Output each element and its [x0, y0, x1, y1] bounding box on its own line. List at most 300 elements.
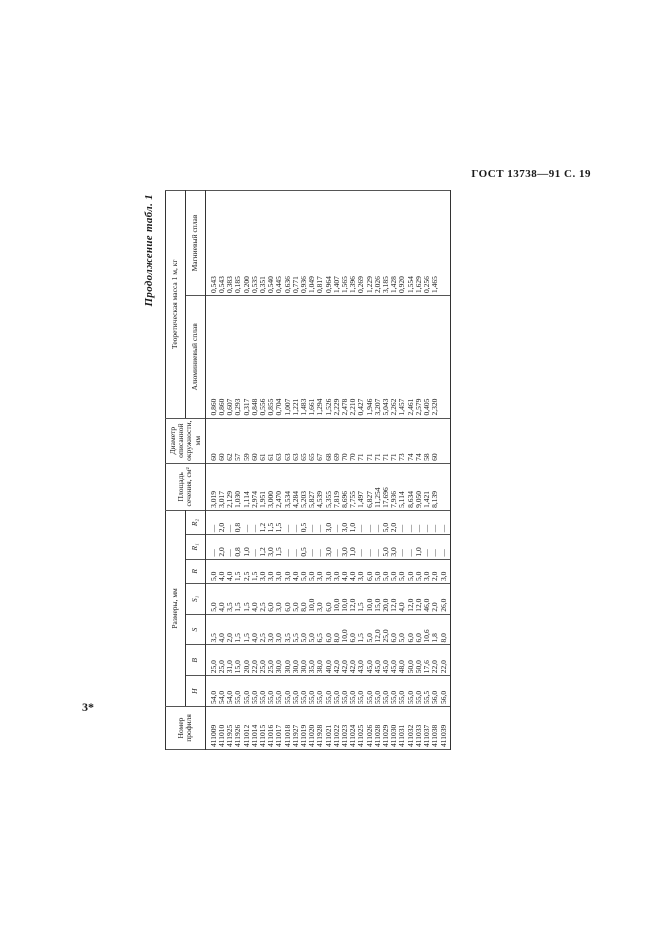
cell-h: 55,0 — [308, 676, 316, 707]
header-profile-number: Номер профиля — [166, 707, 206, 750]
cell-h: 55,0 — [316, 676, 324, 707]
cell-profile: 411032 — [407, 707, 415, 750]
cell-h: 55,0 — [284, 676, 292, 707]
cell-r: 4,0 — [292, 559, 300, 583]
cell-area: 8,634 — [407, 463, 415, 510]
cell-s1: 3,5 — [226, 584, 234, 615]
cell-r2: — — [357, 510, 365, 534]
cell-mass-alu: 0,704 — [275, 295, 283, 418]
cell-r: 3,0 — [357, 559, 365, 583]
cell-profile: 411033 — [415, 707, 423, 750]
cell-diameter: 73 — [398, 418, 406, 463]
cell-s1: 6,0 — [284, 584, 292, 615]
cell-r2: — — [415, 510, 423, 534]
cell-r1: — — [374, 535, 382, 559]
cell-mass-mag: 0,543 — [205, 191, 218, 296]
cell-r1: — — [205, 535, 218, 559]
cell-b: 42,0 — [341, 645, 349, 676]
cell-mass-alu: 0,860 — [205, 295, 218, 418]
cell-b: 30,0 — [275, 645, 283, 676]
cell-h: 55,0 — [300, 676, 308, 707]
cell-r: 2,0 — [431, 559, 439, 583]
cell-b: 45,0 — [366, 645, 374, 676]
cell-b: 42,0 — [349, 645, 357, 676]
cell-r: 1,5 — [251, 559, 259, 583]
cell-r2: — — [205, 510, 218, 534]
cell-s: 5,0 — [366, 614, 374, 645]
cell-r2: — — [423, 510, 431, 534]
cell-profile: 411038 — [431, 707, 439, 750]
cell-diameter: 71 — [382, 418, 390, 463]
header-s1: S₁ — [185, 584, 205, 615]
cell-diameter: 59 — [243, 418, 251, 463]
cell-s: 3,5 — [205, 614, 218, 645]
cell-area: 17,696 — [382, 463, 390, 510]
cell-r: 3,0 — [259, 559, 267, 583]
cell-area: 1,497 — [357, 463, 365, 510]
cell-mass-alu: 1,946 — [366, 295, 374, 418]
cell-diameter: 71 — [357, 418, 365, 463]
cell-s: 5,5 — [292, 614, 300, 645]
cell-r1: 1,0 — [415, 535, 423, 559]
cell-s: 5,0 — [308, 614, 316, 645]
cell-s1: 2,0 — [431, 584, 439, 615]
cell-diameter: 68 — [325, 418, 333, 463]
cell-r2: 3,0 — [325, 510, 333, 534]
cell-s1: 15,0 — [374, 584, 382, 615]
cell-profile: 411009 — [205, 707, 218, 750]
cell-r: 5,0 — [308, 559, 316, 583]
cell-s1: 8,0 — [300, 584, 308, 615]
cell-h: 55,5 — [423, 676, 431, 707]
header-magnesium-alloy: Магниевый сплав — [185, 191, 205, 296]
cell-mass-mag: 0,200 — [243, 191, 251, 296]
cell-b: 31,0 — [226, 645, 234, 676]
cell-r: 3,0 — [423, 559, 431, 583]
cell-profile: 411015 — [259, 707, 267, 750]
cell-r1: 1,2 — [259, 535, 267, 559]
cell-s: 6,0 — [415, 614, 423, 645]
cell-r2: 1,2 — [259, 510, 267, 534]
table-body — [205, 191, 450, 750]
cell-s1: 46,0 — [423, 584, 431, 615]
cell-mass-alu: 1,457 — [398, 295, 406, 418]
cell-r2: — — [251, 510, 259, 534]
cell-mass-alu: 0,427 — [357, 295, 365, 418]
cell-r: 5,0 — [374, 559, 382, 583]
cell-mass-alu — [440, 295, 451, 418]
cell-b: 35,0 — [308, 645, 316, 676]
cell-r1: 5,0 — [382, 535, 390, 559]
cell-h: 55,0 — [398, 676, 406, 707]
cell-s1: 12,0 — [390, 584, 398, 615]
cell-s: 6,0 — [390, 614, 398, 645]
cell-s1: 12,0 — [415, 584, 423, 615]
cell-b: 22,0 — [251, 645, 259, 676]
cell-r1: — — [440, 535, 451, 559]
cell-r2: 2,0 — [390, 510, 398, 534]
cell-r2: — — [333, 510, 341, 534]
cell-profile: 411926 — [234, 707, 242, 750]
header-mass-group: Теоретическая масса 1 м, кг — [166, 191, 186, 419]
cell-mass-alu: 0,556 — [259, 295, 267, 418]
profile-dimensions-table — [165, 190, 451, 750]
cell-r2: — — [374, 510, 382, 534]
cell-b: 20,0 — [243, 645, 251, 676]
cell-r2: 5,0 — [382, 510, 390, 534]
cell-area: 7,936 — [390, 463, 398, 510]
cell-r: 4,0 — [226, 559, 234, 583]
cell-h: 55,0 — [234, 676, 242, 707]
cell-diameter: 60 — [251, 418, 259, 463]
cell-b: 30,0 — [292, 645, 300, 676]
header-section-area: Площадь сечения, см² — [166, 463, 206, 510]
cell-mass-mag: 0,445 — [275, 191, 283, 296]
cell-r: 3,0 — [440, 559, 451, 583]
cell-mass-mag: 1,465 — [431, 191, 439, 296]
cell-mass-alu: 1,221 — [292, 295, 300, 418]
cell-profile: 411021 — [325, 707, 333, 750]
cell-diameter: 65 — [308, 418, 316, 463]
header-s: S — [185, 614, 205, 645]
cell-b: 25,0 — [218, 645, 226, 676]
cell-mass-mag: 0,383 — [226, 191, 234, 296]
cell-s: 2,5 — [259, 614, 267, 645]
cell-r1: — — [308, 535, 316, 559]
cell-mass-mag: 1,407 — [333, 191, 341, 296]
cell-diameter: 61 — [259, 418, 267, 463]
cell-r: 3,0 — [275, 559, 283, 583]
cell-h: 55,0 — [415, 676, 423, 707]
cell-area: 2,974 — [251, 463, 259, 510]
cell-r: 5,0 — [390, 559, 398, 583]
cell-r1: — — [316, 535, 324, 559]
cell-r1: — — [398, 535, 406, 559]
cell-mass-alu: 2,461 — [407, 295, 415, 418]
cell-b: 42,0 — [333, 645, 341, 676]
cell-mass-alu: 5,043 — [382, 295, 390, 418]
cell-diameter: 70 — [349, 418, 357, 463]
cell-profile: 411030 — [390, 707, 398, 750]
cell-b: 17,6 — [423, 645, 431, 676]
cell-diameter: 71 — [374, 418, 382, 463]
cell-profile: 411039 — [440, 707, 451, 750]
cell-s1: 1,5 — [234, 584, 242, 615]
cell-diameter: 60 — [205, 418, 218, 463]
cell-r2: 0,5 — [300, 510, 308, 534]
cell-r: 5,0 — [398, 559, 406, 583]
cell-r2: — — [398, 510, 406, 534]
cell-r: 5,0 — [300, 559, 308, 583]
cell-r1: 1,0 — [349, 535, 357, 559]
cell-r2: — — [316, 510, 324, 534]
cell-b: 45,0 — [390, 645, 398, 676]
cell-s: 8,0 — [440, 614, 451, 645]
cell-r1: 3,0 — [390, 535, 398, 559]
cell-s: 8,0 — [333, 614, 341, 645]
rotated-table-area — [143, 190, 545, 750]
cell-profile: 411927 — [292, 707, 300, 750]
cell-r2: 0,8 — [234, 510, 242, 534]
cell-r2: — — [226, 510, 234, 534]
cell-b: 45,0 — [374, 645, 382, 676]
cell-r: 5,0 — [415, 559, 423, 583]
cell-diameter: 60 — [218, 418, 226, 463]
cell-mass-alu: 0,848 — [251, 295, 259, 418]
cell-mass-alu: 2,229 — [333, 295, 341, 418]
cell-area: 5,203 — [300, 463, 308, 510]
cell-area: 1,951 — [259, 463, 267, 510]
cell-r: 4,0 — [341, 559, 349, 583]
table-row — [440, 191, 451, 750]
cell-mass-alu: 3,207 — [374, 295, 382, 418]
cell-r2: — — [431, 510, 439, 534]
cell-h: 55,0 — [366, 676, 374, 707]
cell-s1: 1,5 — [357, 584, 365, 615]
cell-mass-mag: 0,535 — [251, 191, 259, 296]
cell-diameter: 58 — [423, 418, 431, 463]
cell-s: 25,0 — [382, 614, 390, 645]
cell-mass-mag: 0,540 — [267, 191, 275, 296]
cell-mass-mag: 3,185 — [382, 191, 390, 296]
cell-h: 55,0 — [292, 676, 300, 707]
cell-diameter: 74 — [415, 418, 423, 463]
cell-r1: 3,0 — [325, 535, 333, 559]
cell-b: 25,0 — [267, 645, 275, 676]
cell-s1: 12,0 — [349, 584, 357, 615]
cell-r: 5,0 — [407, 559, 415, 583]
cell-profile: 411028 — [374, 707, 382, 750]
cell-area: 5,355 — [325, 463, 333, 510]
continuation-title: Продолжение табл. 1 — [143, 194, 155, 307]
cell-s1: 6,0 — [325, 584, 333, 615]
cell-diameter: 67 — [316, 418, 324, 463]
cell-diameter: 63 — [275, 418, 283, 463]
cell-mass-mag: 1,629 — [415, 191, 423, 296]
cell-h: 55,0 — [341, 676, 349, 707]
cell-h: 55,0 — [382, 676, 390, 707]
cell-mass-alu: 1,007 — [284, 295, 292, 418]
cell-h: 55,0 — [374, 676, 382, 707]
cell-mass-mag: 0,771 — [292, 191, 300, 296]
cell-mass-mag: 1,565 — [341, 191, 349, 296]
cell-r: 5,0 — [382, 559, 390, 583]
cell-r1: — — [251, 535, 259, 559]
cell-h: 55,0 — [357, 676, 365, 707]
cell-mass-mag — [440, 191, 451, 296]
cell-area: 4,284 — [292, 463, 300, 510]
cell-b: 30,0 — [300, 645, 308, 676]
cell-diameter — [440, 418, 451, 463]
cell-area: 6,827 — [366, 463, 374, 510]
cell-h: 55,0 — [349, 676, 357, 707]
cell-r1: 3,0 — [341, 535, 349, 559]
cell-r: 4,0 — [349, 559, 357, 583]
cell-s1: 4,0 — [251, 584, 259, 615]
cell-b: 48,0 — [398, 645, 406, 676]
cell-b: 45,0 — [382, 645, 390, 676]
cell-s1: 10,0 — [341, 584, 349, 615]
cell-h: 55,0 — [407, 676, 415, 707]
cell-r2: 3,0 — [341, 510, 349, 534]
cell-area: 3,019 — [205, 463, 218, 510]
cell-mass-mag: 0,936 — [300, 191, 308, 296]
cell-r: 6,0 — [366, 559, 374, 583]
cell-mass-alu: 0,317 — [243, 295, 251, 418]
cell-r1: — — [407, 535, 415, 559]
cell-area: 2,470 — [275, 463, 283, 510]
cell-s: 3,0 — [267, 614, 275, 645]
cell-mass-alu: 1,526 — [325, 295, 333, 418]
cell-h: 56,0 — [431, 676, 439, 707]
cell-mass-alu: 0,607 — [226, 295, 234, 418]
page-signature-mark: 3* — [82, 700, 94, 714]
cell-h: 55,0 — [275, 676, 283, 707]
cell-h: 55,0 — [259, 676, 267, 707]
cell-profile: 411026 — [366, 707, 374, 750]
cell-s: 1,5 — [357, 614, 365, 645]
cell-diameter: 70 — [341, 418, 349, 463]
cell-s: 3,0 — [275, 614, 283, 645]
header-b: B — [185, 645, 205, 676]
cell-profile: 411020 — [308, 707, 316, 750]
cell-h: 55,0 — [325, 676, 333, 707]
cell-profile: 411017 — [275, 707, 283, 750]
cell-mass-mag: 2,026 — [374, 191, 382, 296]
cell-area: 3,534 — [284, 463, 292, 510]
cell-b: 43,0 — [357, 645, 365, 676]
cell-r2: — — [284, 510, 292, 534]
cell-mass-mag: 1,049 — [308, 191, 316, 296]
cell-mass-mag: 0,817 — [316, 191, 324, 296]
cell-mass-mag: 0,920 — [398, 191, 406, 296]
header-dimensions-group: Размеры, мм — [166, 510, 186, 706]
cell-s: 1,8 — [431, 614, 439, 645]
cell-b: 38,0 — [316, 645, 324, 676]
cell-r1: — — [333, 535, 341, 559]
cell-h: 55,0 — [251, 676, 259, 707]
cell-diameter: 62 — [226, 418, 234, 463]
cell-mass-alu: 0,293 — [234, 295, 242, 418]
cell-diameter: 69 — [333, 418, 341, 463]
cell-s: 3,5 — [284, 614, 292, 645]
header-r: R — [185, 559, 205, 583]
cell-s: 1,5 — [234, 614, 242, 645]
cell-s1: 10,0 — [333, 584, 341, 615]
cell-area: 8,696 — [341, 463, 349, 510]
cell-s1: 1,5 — [243, 584, 251, 615]
cell-mass-mag: 0,964 — [325, 191, 333, 296]
cell-s1: 2,5 — [259, 584, 267, 615]
cell-r1: — — [431, 535, 439, 559]
cell-mass-alu: 2,579 — [415, 295, 423, 418]
cell-h: 55,0 — [390, 676, 398, 707]
cell-area: 3,017 — [218, 463, 226, 510]
header-r1: R₁ — [185, 535, 205, 559]
cell-area: 7,819 — [333, 463, 341, 510]
cell-s1: 10,0 — [308, 584, 316, 615]
cell-s1: 20,0 — [382, 584, 390, 615]
cell-h: 55,0 — [243, 676, 251, 707]
cell-r1: 3,0 — [267, 535, 275, 559]
cell-h: 56,0 — [440, 676, 451, 707]
cell-b: 22,0 — [431, 645, 439, 676]
cell-profile: 411037 — [423, 707, 431, 750]
cell-r: 3,0 — [316, 559, 324, 583]
header-aluminium-alloy: Алюминиевый сплав — [185, 295, 205, 418]
cell-diameter: 71 — [366, 418, 374, 463]
cell-mass-alu: 1,483 — [300, 295, 308, 418]
cell-area: 1,114 — [243, 463, 251, 510]
cell-mass-mag: 0,351 — [259, 191, 267, 296]
cell-profile: 411024 — [349, 707, 357, 750]
cell-s1: 12,0 — [407, 584, 415, 615]
cell-r2: 1,5 — [275, 510, 283, 534]
cell-h: 54,0 — [205, 676, 218, 707]
cell-r1: 1,0 — [243, 535, 251, 559]
cell-area: 8,139 — [431, 463, 439, 510]
cell-profile: 411010 — [218, 707, 226, 750]
cell-profile: 411031 — [398, 707, 406, 750]
cell-mass-mag: 1,554 — [407, 191, 415, 296]
cell-area: 4,539 — [316, 463, 324, 510]
cell-h: 54,0 — [218, 676, 226, 707]
cell-r2: — — [440, 510, 451, 534]
cell-mass-mag: 1,229 — [366, 191, 374, 296]
cell-r: 2,5 — [243, 559, 251, 583]
cell-diameter: 65 — [300, 418, 308, 463]
cell-s: 10,6 — [423, 614, 431, 645]
cell-s: 4,0 — [251, 614, 259, 645]
cell-mass-mag: 1,428 — [390, 191, 398, 296]
cell-profile: 411029 — [382, 707, 390, 750]
cell-r1: 2,0 — [218, 535, 226, 559]
cell-mass-mag: 1,396 — [349, 191, 357, 296]
header-r2: R₂ — [185, 510, 205, 534]
cell-mass-mag: 0,543 — [218, 191, 226, 296]
cell-diameter: 74 — [407, 418, 415, 463]
cell-s: 4,0 — [218, 614, 226, 645]
cell-r2: — — [308, 510, 316, 534]
cell-s: 6,0 — [407, 614, 415, 645]
cell-r2: — — [292, 510, 300, 534]
cell-mass-alu: 0,860 — [218, 295, 226, 418]
cell-r: 1,5 — [234, 559, 242, 583]
cell-r1: — — [284, 535, 292, 559]
cell-h: 54,0 — [226, 676, 234, 707]
cell-mass-mag: 0,185 — [234, 191, 242, 296]
cell-r: 3,0 — [284, 559, 292, 583]
cell-r1: 1,5 — [275, 535, 283, 559]
cell-diameter: 61 — [267, 418, 275, 463]
cell-h: 55,0 — [333, 676, 341, 707]
cell-b: 50,0 — [415, 645, 423, 676]
cell-mass-alu: 0,405 — [423, 295, 431, 418]
cell-diameter: 63 — [284, 418, 292, 463]
cell-mass-alu: 0,855 — [267, 295, 275, 418]
cell-b: 50,0 — [407, 645, 415, 676]
cell-diameter: 57 — [234, 418, 242, 463]
cell-s: 6,5 — [316, 614, 324, 645]
cell-r1: — — [292, 535, 300, 559]
cell-r2: — — [366, 510, 374, 534]
page-header-standard: ГОСТ 13738—91 С. 19 — [471, 168, 591, 180]
cell-s: 1,5 — [243, 614, 251, 645]
cell-r1: — — [226, 535, 234, 559]
cell-b: 15,0 — [234, 645, 242, 676]
cell-s1: 4,0 — [398, 584, 406, 615]
cell-r2: 1,0 — [349, 510, 357, 534]
